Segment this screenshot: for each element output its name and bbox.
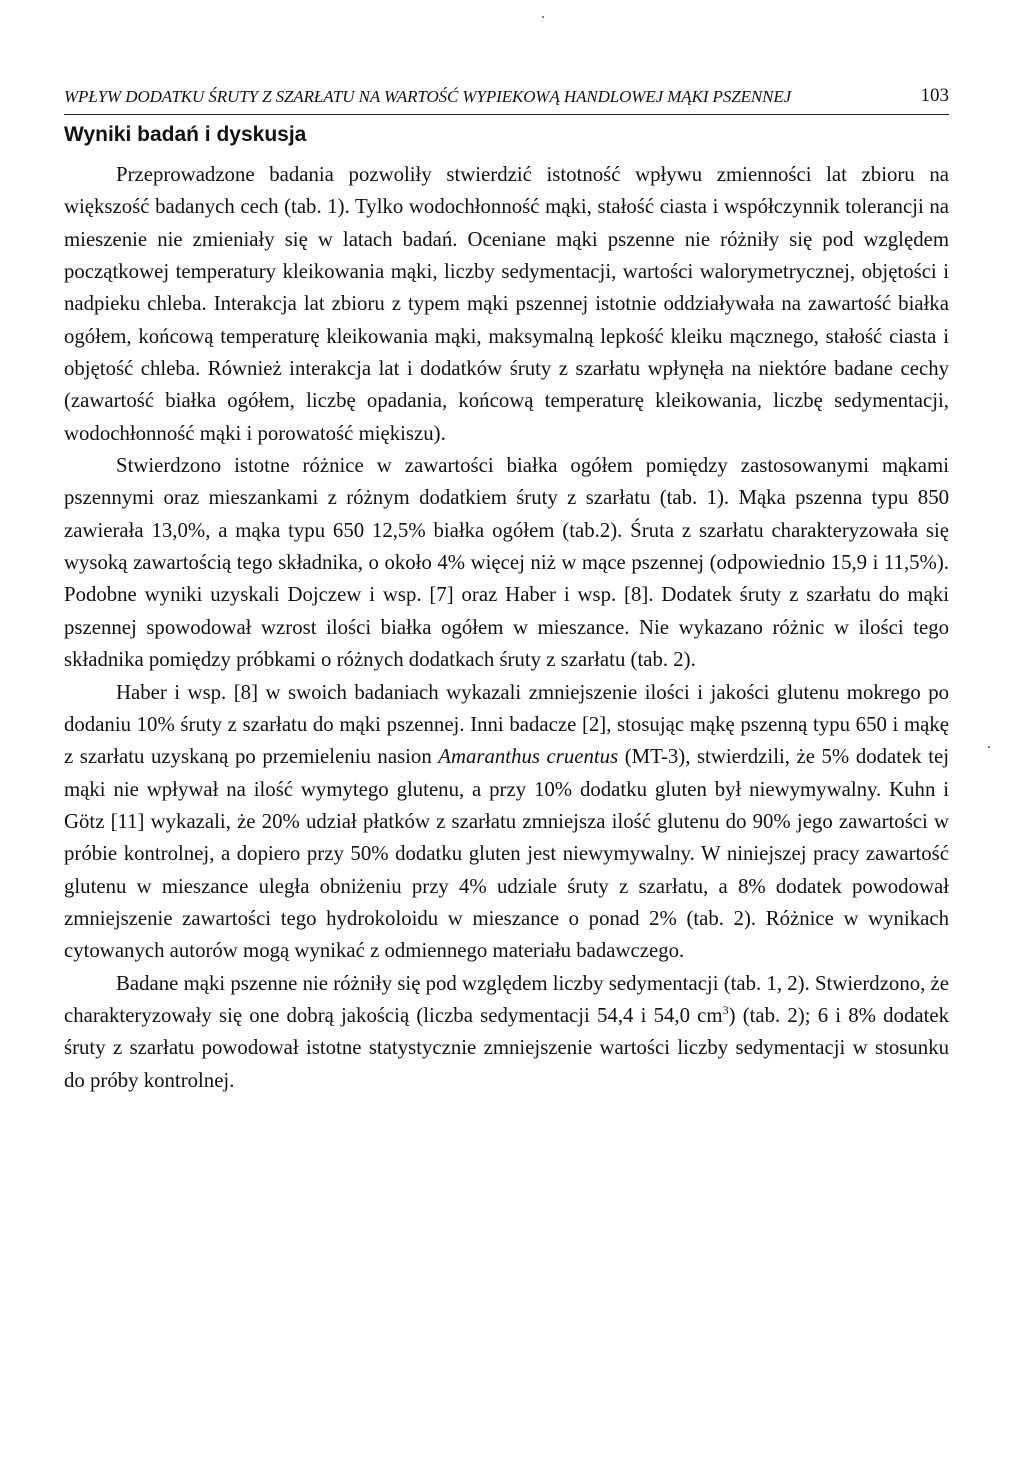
section-heading: Wyniki badań i dyskusja [64, 123, 307, 146]
paragraph-4 [64, 968, 949, 1097]
paragraph-2: Stwierdzono istotne różnice w zawartości białka ogółem pomiędzy zastosowanymi mąkami pszennymi oraz mieszankami z różnym dodatkiem śruty z szarłatu (tab. 1). Mąka pszenna typu 850 zawierała 13,0%, a mąka typu 650 12,5% białka ogółem (tab.2). Śruta z szarłatu charakteryzowała się wysoką zawartością tego składnika, o około 4% więcej niż w mące pszennej (odpowiednio 15,9 i 11,5%). Podobne wyniki uzyskali Dojczew i wsp. [7] oraz Haber i wsp. [8]. Dodatek śruty z szarłatu do mąki pszennej spowodował wzrost ilości białka ogółem w mieszance. Nie wykazano różnic w ilości tego składnika pomiędzy próbkami o różnych dodatkach śruty z szarłatu (tab. 2). [64, 454, 949, 672]
running-header [64, 78, 949, 115]
paragraph-3-part-2: (MT-3), stwierdzili, że 5% dodatek tej mąki nie wpływał na ilość wymytego glutenu, a przy 10% dodatku gluten był niewymywalny. Kuhn i Götz [11] wykazali, że 20% udział płatków z szarłatu zmniejsza ilość glutenu do 90% jego zawartości w próbie kontrolnej, a dopiero przy 50% dodatku gluten jest niewymywalny. W niniejszej pracy zawartość glutenu w mieszance uległa obniżeniu przy 4% udziale śruty z szarłatu, a 8% dodatek powodował zmniejszenie zawartości tego hydrokoloidu w mieszance o ponad 2% (tab. 2). Różnice w wynikach cytowanych autorów mogą wynikać z odmiennego materiału badawczego. [64, 745, 949, 963]
running-title: WPŁYW DODATKU ŚRUTY Z SZARŁATU NA WARTOŚĆ WYPIEKOWĄ HANDLOWEJ MĄKI PSZENNEJ [64, 87, 792, 106]
species-name: Amaranthus cruentus [438, 745, 619, 769]
paragraph-4-part-1: Badane mąki pszenne nie różniły się pod względem liczby sedymentacji (tab. 1, 2). Stwierdzono, że charakteryzowały się one dobrą jakością (liczba sedymentacji 54,4 i 54,0 cm [64, 971, 949, 1027]
unit-superscript: 3 [722, 1002, 729, 1017]
page [64, 78, 949, 1097]
scan-speck [542, 16, 544, 18]
paragraph-1: Przeprowadzone badania pozwoliły stwierdzić istotność wpływu zmienności lat zbioru na większość badanych cech (tab. 1). Tylko wodochłonność mąki, stałość ciasta i współczynnik tolerancji na mieszenie nie zmieniały się w latach badań. Oceniane mąki pszenne nie różniły się pod względem początkowej temperatury kleikowania mąki, liczby sedymentacji, wartości walorymetrycznej, objętości i nadpieku chleba. Interakcja lat zbioru z typem mąki pszennej istotnie oddziaływała na zawartość białka ogółem, końcową temperaturę kleikowania mąki, maksymalną lepkość kleiku mącznego, stałość ciasta i objętość chleba. Również interakcja lat i dodatków śruty z szarłatu wpłynęła na niektóre badane cechy (zawartość białka ogółem, liczbę opadania, końcową temperaturę kleikowania, liczbę sedymentacji, wodochłonność mąki i porowatość miękiszu). [64, 163, 949, 445]
paragraph-3 [64, 677, 949, 968]
body-text [64, 159, 949, 1097]
scan-speck [988, 746, 990, 748]
page-number: 103 [920, 85, 949, 106]
paragraph-3-part-1: Haber i wsp. [8] w swoich badaniach wykazali zmniejszenie ilości i jakości glutenu mokrego po dodaniu 10% śruty z szarłatu do mąki pszennej. Inni badacze [2], stosując mąkę pszenną typu 650 i mąkę z szarłatu uzyskaną po przemieleniu nasion [64, 680, 949, 769]
paragraph-4-part-2: ) (tab. 2); 6 i 8% dodatek śruty z szarłatu powodował istotne statystycznie zmniejszenie wartości liczby sedymentacji w stosunku do próby kontrolnej. [64, 1003, 949, 1092]
